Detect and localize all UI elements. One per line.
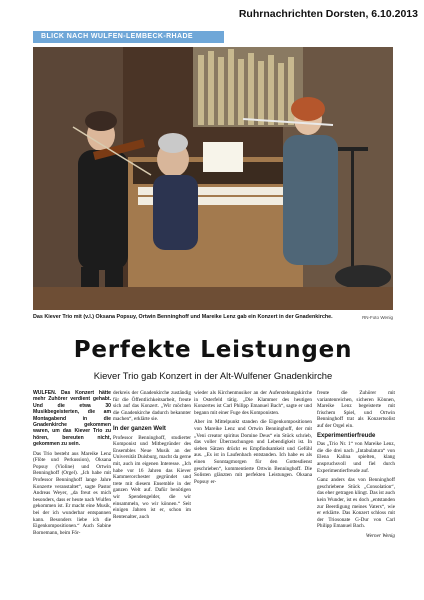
intertitle: Experimentierfreude — [317, 432, 376, 439]
article-column-4 — [317, 390, 395, 596]
article-column-2 — [113, 390, 191, 596]
intertitle: In der ganzen Welt — [113, 425, 166, 432]
body-paragraph: derkreis der Gnadenkirche zuständig für die Öffentlichkeitsarbeit, freute sich auf das Konzert. „Wir möchten die Gnadenkirche dadurch bekannter machen“, erklärte sie. — [113, 390, 191, 423]
article-subheadline: Kiever Trio gab Konzert in der Alt-Wulfener Gnadenkirche — [93, 370, 333, 381]
body-paragraph: wieder als Kirchenmusiker an der Auferstehungskirche in Osterfeld tätig. „Die Klammer des heutigen Konzertes ist Carl Philipp Emanuel Bach“, sagte er und begann mit einer Fuge des Komponisten. — [194, 390, 312, 416]
photo-credit: RN-Foto Wenig — [362, 315, 393, 320]
body-paragraph: Professor Benninghoff, studierter Komponist und Mitbegründer des Ensembles Neue Musik an der Universität Duisburg, macht da gerne mit, auch im eigenen Interesse. „Ich habe vor 16 Jahren das Kiever Kammerorchester gegründet und trete mit diesem Ensemble in der ganzen Welt auf. Dafür benötigen wir Spendengelder, die wir einsammeln, wo wir können.“ Seit einigen Jahren ist er, schon im Rentenalter, auch — [113, 434, 191, 520]
body-paragraph: Aber im Mittelpunkt standen die Eigenkompositionen von Mareike Lenz und Ortwin Benninghoff, der mit „Veni creator spiritus Domine Deus“ ein Stück schrieb, das voller Überraschungen und Lebendigkeit ist. In sieben Sätzen drückt es Empfindsamkeit und Gefühl aus. „Es ist in Laufenbach entstanden. Ich habe es als einen Sonntagmorgen für den Gottesdienst geschrieben“, kommentierte Ortwin Benninghoff. Die Solisten glänzten mit perfekten Leistungen. Oksana Popsuy er- — [194, 419, 312, 485]
article-column-3 — [194, 390, 312, 596]
body-paragraph: Das „Trio Nr. 1“ von Mareike Lenz, die die drei nach „Intabulatura“ von Elena Kalina spielten, klang anspruchsvoll und fiel durch Experimentierfreude auf. — [317, 441, 395, 474]
article-column-1 — [33, 390, 111, 596]
lead-text: Das Konzert hätte mehr Zuhörer verdient gehabt. Und die etwa 30 Musikbegeisterten, die am Montagabend in die Gnadenkirche gekommen waren, um das Kiever Trio zu hören, bereuten nicht, gekommen zu sein. — [33, 390, 111, 448]
article-lead — [33, 390, 111, 448]
section-label: BLICK NACH WULFEN-LEMBECK-RHADE — [33, 31, 224, 43]
newspaper-date-header: Ruhrnachrichten Dorsten, 6.10.2013 — [238, 8, 418, 20]
author-signature: Werner Wenig — [365, 532, 395, 539]
photo-caption: Das Kiever Trio mit (v.l.) Oksana Popsuy, Ortwin Benninghoff und Mareike Lenz gab ein Konzert in der Gnadenkirche. — [33, 314, 333, 320]
dateline: WULFEN. — [33, 390, 57, 396]
body-paragraph: Ganz anders das von Benninghoff geschriebene Stück „Consolation“, das eher getragen klingt. Das ist auch kein Wunder, ist es doch „entstanden zur Beerdigung meines Vaters“, wie er erklärte. Das Konzert schloss mit der Triosonate G-Dur von Carl Philipp Emanuel Bach. — [317, 477, 395, 530]
body-paragraph: Das Trio besteht aus Mareike Lenz (Flöte und Perkussion), Oksana Popsuy (Violine) und Ortwin Benninghoff (Orgel). „Ich habe mit Professor Benninghoff lange Jahre Konzerte veranstaltet“, sagte Pastor Andreas Weyer, „da freut es mich besonders, dass er heute nach Wulfen gekommen ist. Er macht eine Musik, bei der ich wunderbar entspannen kann. Besonders liebe ich die Eigenkompositionen.“ Auch Sabine Bornemann, beim För- — [33, 450, 111, 536]
body-paragraph: freute die Zuhörer mit variantenreichen, sicheren Können, Mareike Lenz begeisterte mit frischem Spiel, und Ortwin Benninghoff trat als Konzertsolist auf der Orgel ein. — [317, 390, 395, 429]
article-headline: Perfekte Leistungen — [73, 337, 353, 363]
concert-photo — [33, 47, 393, 310]
